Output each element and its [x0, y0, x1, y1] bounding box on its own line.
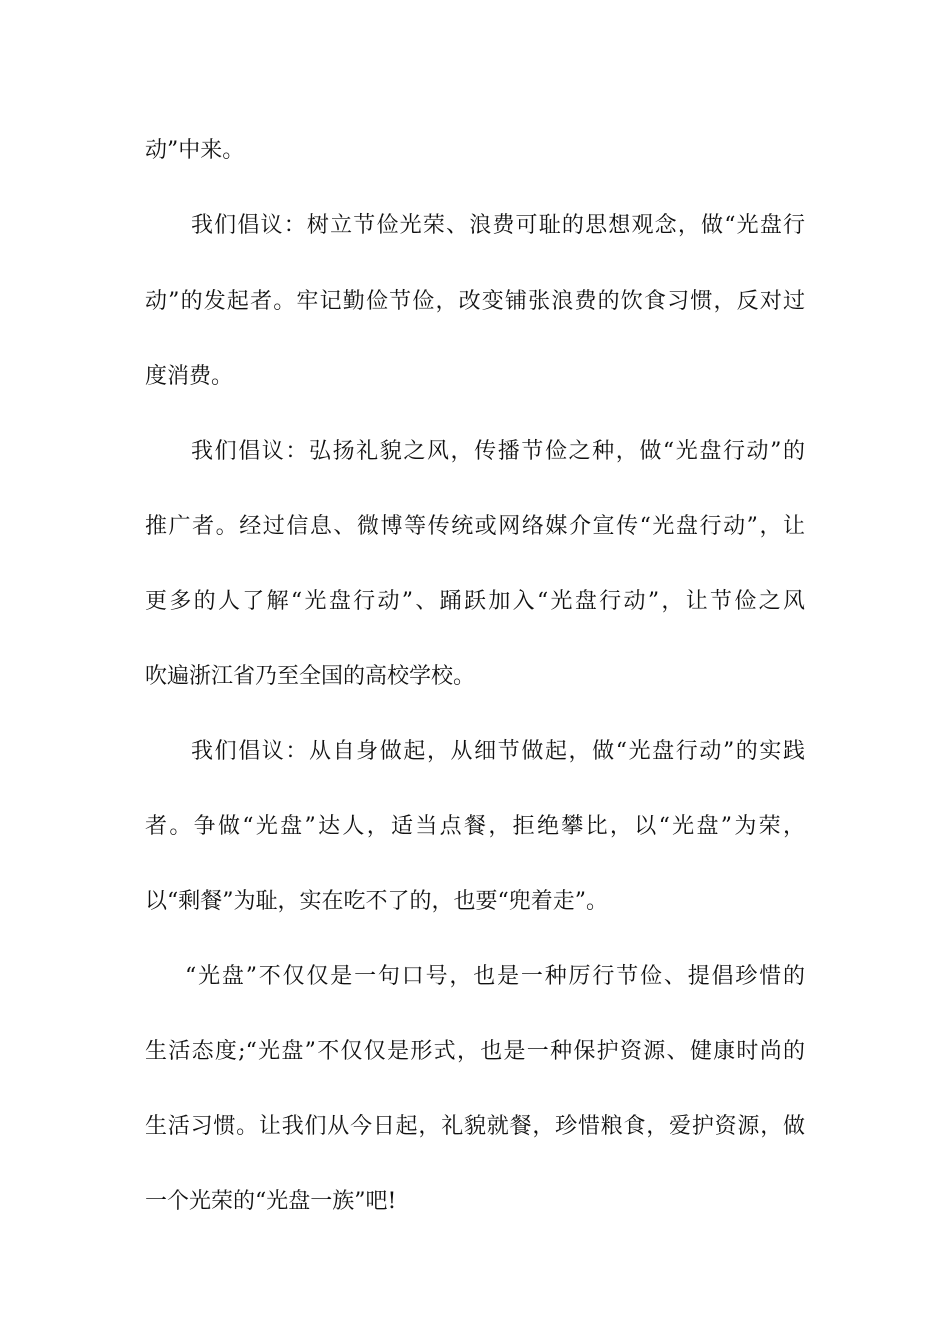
- text-line: 我们倡议：从自身做起，从细节做起，做“光盘行动”的实践: [191, 739, 805, 764]
- text-line: 推广者。经过信息、微博等传统或网络媒介宣传“光盘行动”，让: [145, 514, 805, 539]
- text-line: 一个光荣的“光盘一族”吧!: [145, 1189, 397, 1214]
- text-line: 度消费。: [145, 364, 234, 389]
- text-line: 更多的人了解“光盘行动”、踊跃加入“光盘行动”，让节俭之风: [145, 589, 805, 614]
- text-line: 我们倡议：弘扬礼貌之风，传播节俭之种，做“光盘行动”的: [191, 439, 805, 464]
- text-line: 生活态度;“光盘”不仅仅是形式，也是一种保护资源、健康时尚的: [145, 1039, 805, 1064]
- text-line: 生活习惯。让我们从今日起，礼貌就餐，珍惜粮食，爱护资源，做: [145, 1114, 805, 1139]
- text-line: 我们倡议：树立节俭光荣、浪费可耻的思想观念，做“光盘行: [191, 213, 805, 238]
- text-line: 者。争做“光盘”达人，适当点餐，拒绝攀比，以“光盘”为荣，: [145, 814, 805, 839]
- text-line: 动”的发起者。牢记勤俭节俭，改变铺张浪费的饮食习惯，反对过: [145, 289, 805, 314]
- text-line: 吹遍浙江省乃至全国的高校学校。: [145, 664, 476, 689]
- text-line: “光盘”不仅仅是一句口号，也是一种厉行节俭、提倡珍惜的: [185, 964, 805, 989]
- text-line: 动”中来。: [145, 138, 245, 163]
- text-line: 以“剩餐”为耻，实在吃不了的，也要“兜着走”。: [145, 889, 608, 914]
